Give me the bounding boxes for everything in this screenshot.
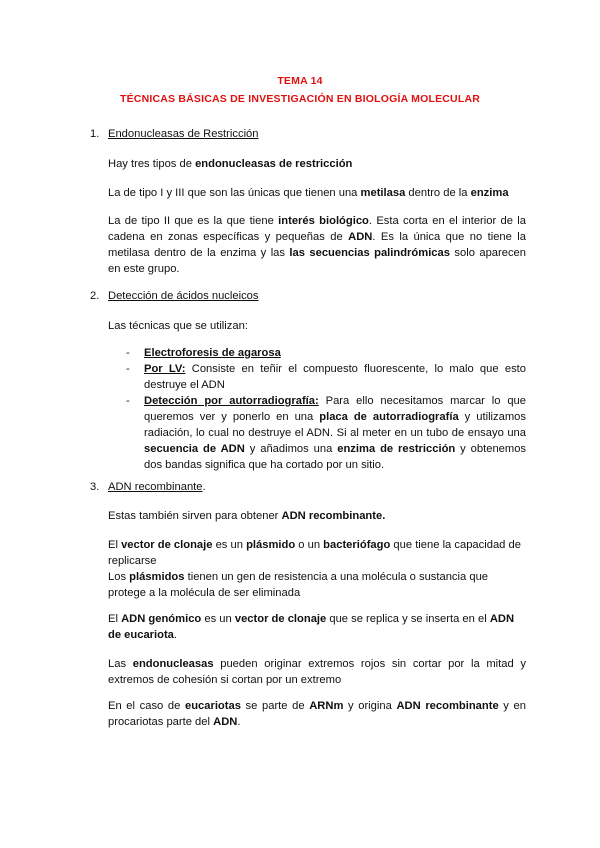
bullet-mark: - (126, 395, 130, 407)
paragraph: Los plásmidos tienen un gen de resistencia a una molécula o sustancia que protege a la molécula de ser eliminada (108, 571, 489, 599)
list-item: Electroforesis de agarosa (144, 347, 281, 359)
section-number: 1. (90, 128, 100, 140)
paragraph: La de tipo II que es la que tiene interés biológico. Esta corta en el interior de la cadena en zonas específicas y pequeñas de ADN. Es la única que no tiene la metilasa dentro de la enzima y las las secuencias palindrómicas solo aparecen en este grupo. (108, 215, 527, 275)
section-heading-2 (90, 288, 259, 304)
paragraph: Hay tres tipos de endonucleasas de restricción (108, 158, 353, 170)
section-heading-1 (90, 126, 259, 142)
paragraph: Estas también sirven para obtener ADN recombinante. (108, 510, 386, 522)
section-heading-3: 3. ADN recombinante. (90, 481, 206, 493)
bullet-mark: - (126, 347, 130, 359)
section-title: ADN recombinante (108, 481, 203, 493)
list-item: Detección por autorradiografía: Para ello necesitamos marcar lo que queremos ver y ponerlo en una placa de autorradiografía y utilizamos radiación, lo cual no destruye el ADN. Si al meter en un tubo de ensayo una secuencia de ADN y añadimos una enzima de restricción y obtenemos dos bandas significa que ha cortado por un sitio. (144, 395, 527, 471)
document-title: TEMA 14 (277, 75, 323, 87)
section-title: Endonucleasas de Restricción (108, 128, 259, 140)
document-subtitle: TÉCNICAS BÁSICAS DE INVESTIGACIÓN EN BIOLOGÍA MOLECULAR (119, 93, 481, 105)
paragraph: Las técnicas que se utilizan: (108, 320, 248, 332)
section-title: Detección de ácidos nucleicos (108, 290, 259, 302)
paragraph: En el caso de eucariotas se parte de ARNm y origina ADN recombinante y en procariotas parte del ADN. (108, 700, 526, 728)
paragraph: El ADN genómico es un vector de clonaje que se replica y se inserta en el ADN de eucariota. (108, 613, 515, 641)
paragraph: El vector de clonaje es un plásmido o un bacteriófago que tiene la capacidad de replicarse (108, 539, 521, 567)
paragraph: Las endonucleasas pueden originar extremos rojos sin cortar por la mitad y extremos de cohesión si cortan por un extremo (108, 658, 526, 686)
paragraph: La de tipo I y III que son las únicas que tienen una metilasa dentro de la enzima (108, 187, 509, 199)
bullet-mark: - (126, 363, 130, 375)
section-number: 3. (90, 481, 100, 493)
section-number: 2. (90, 290, 100, 302)
list-item: Por LV: Consiste en teñir el compuesto fluorescente, lo malo que esto destruye el ADN (144, 363, 526, 391)
